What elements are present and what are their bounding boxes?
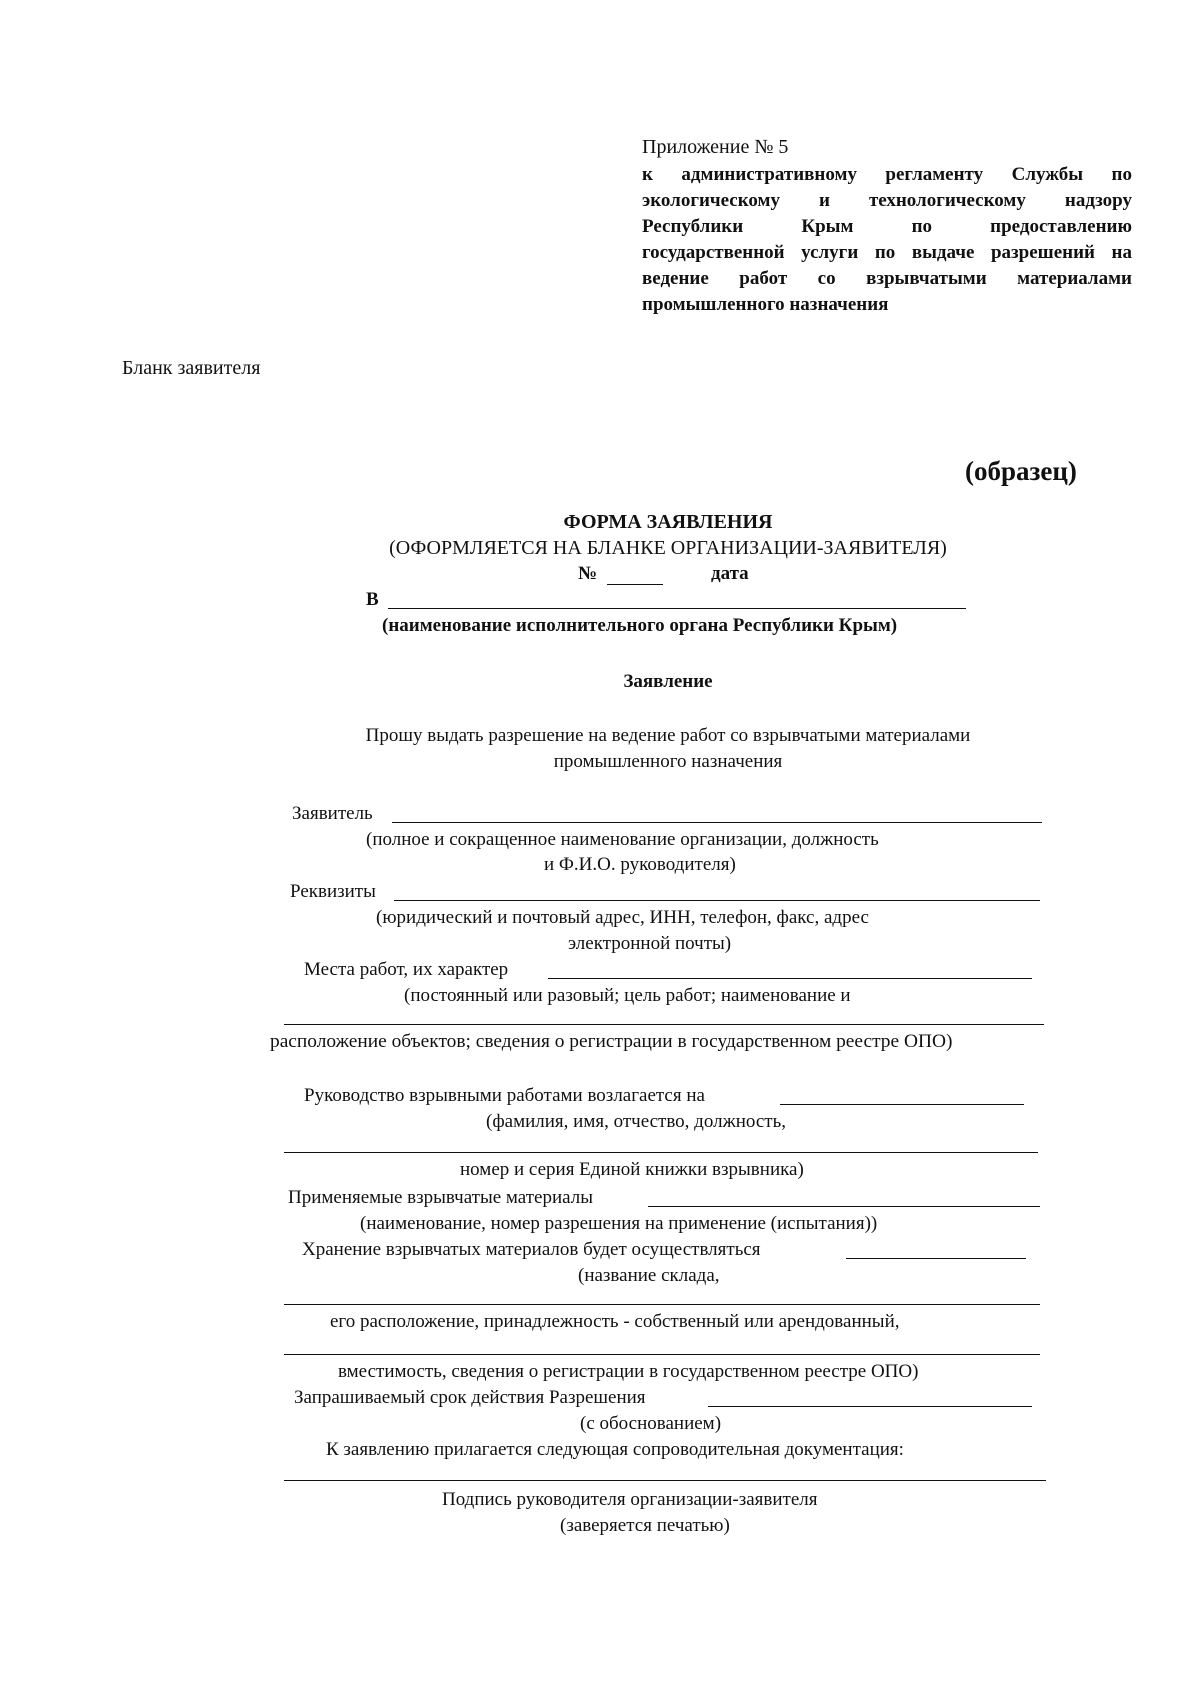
number-label: № [578, 563, 598, 584]
term-label: Запрашиваемый срок действия Разрешения [294, 1387, 646, 1408]
workplaces-hint: расположение объектов; сведения о регистрации в государственном реестре ОПО) [270, 1031, 953, 1052]
management-hint: номер и серия Единой книжки взрывника) [460, 1159, 804, 1180]
explosives-label: Применяемые взрывчатые материалы [288, 1187, 593, 1208]
request-text-line1: Прошу выдать разрешение на ведение работ со взрывчатыми материалами [365, 725, 971, 746]
appendix-line: промышленного назначения [642, 294, 889, 315]
stamp-note: (заверяется печатью) [560, 1515, 730, 1536]
appendix-line: к административному регламенту Службы по [642, 164, 1132, 185]
workplaces-field-line[interactable] [548, 978, 1032, 979]
signature-label: Подпись руководителя организации-заявителя [442, 1489, 818, 1510]
recipient-field-line[interactable] [388, 608, 966, 609]
storage-field-line[interactable] [846, 1258, 1026, 1259]
workplaces-label: Места работ, их характер [304, 959, 509, 980]
term-field-line[interactable] [708, 1406, 1032, 1407]
form-title: ФОРМА ЗАЯВЛЕНИЯ [563, 511, 773, 533]
storage-field-line-2[interactable] [284, 1304, 1040, 1305]
requisites-label: Реквизиты [290, 881, 376, 902]
sample-label: (образец) [965, 456, 1077, 486]
storage-field-line-3[interactable] [284, 1354, 1040, 1355]
requisites-field-line[interactable] [394, 900, 1040, 901]
management-hint: (фамилия, имя, отчество, должность, [486, 1111, 786, 1132]
number-field-line[interactable] [607, 584, 663, 585]
explosives-field-line[interactable] [648, 1206, 1040, 1207]
workplaces-hint: (постоянный или разовый; цель работ; наименование и [404, 985, 851, 1006]
applicant-label: Заявитель [292, 803, 373, 824]
appendix-block [642, 134, 1132, 318]
storage-hint: (название склада, [578, 1265, 720, 1286]
applicant-hint: и Ф.И.О. руководителя) [544, 854, 736, 875]
attachments-field-line[interactable] [284, 1480, 1046, 1481]
applicant-hint: (полное и сокращенное наименование организации, должность [366, 829, 879, 850]
date-label: дата [711, 563, 749, 584]
storage-label: Хранение взрывчатых материалов будет осуществляться [302, 1239, 761, 1260]
storage-hint: вместимость, сведения о регистрации в государственном реестре ОПО) [338, 1361, 919, 1382]
management-field-line[interactable] [780, 1104, 1024, 1105]
requisites-hint: электронной почты) [568, 933, 732, 954]
requisites-hint: (юридический и почтовый адрес, ИНН, телефон, факс, адрес [376, 907, 869, 928]
storage-hint: его расположение, принадлежность - собственный или арендованный, [330, 1311, 900, 1332]
applicant-field-line[interactable] [392, 822, 1042, 823]
explosives-hint: (наименование, номер разрешения на применение (испытания)) [360, 1213, 878, 1234]
workplaces-field-line-2[interactable] [284, 1024, 1044, 1025]
management-field-line-2[interactable] [284, 1152, 1038, 1153]
recipient-label: В [366, 589, 379, 610]
appendix-line: государственной услуги по выдаче разрешений на [642, 242, 1132, 263]
request-text-line2: промышленного назначения [553, 751, 783, 772]
attachments-label: К заявлению прилагается следующая сопроводительная документация: [326, 1439, 904, 1460]
form-subtitle: (ОФОРМЛЯЕТСЯ НА БЛАНКЕ ОРГАНИЗАЦИИ-ЗАЯВИТЕЛЯ) [389, 537, 947, 559]
letterhead-label: Бланк заявителя [122, 357, 261, 379]
term-hint: (с обоснованием) [580, 1413, 722, 1434]
appendix-number: Приложение № 5 [642, 136, 789, 158]
appendix-line: экологическому и технологическому надзору [642, 190, 1132, 211]
appendix-line: Республики Крым по предоставлению [642, 216, 1132, 237]
appendix-line: ведение работ со взрывчатыми материалами [642, 268, 1132, 289]
recipient-hint: (наименование исполнительного органа Республики Крым) [382, 615, 898, 636]
statement-heading: Заявление [623, 671, 713, 692]
management-label: Руководство взрывными работами возлагается на [304, 1085, 705, 1106]
